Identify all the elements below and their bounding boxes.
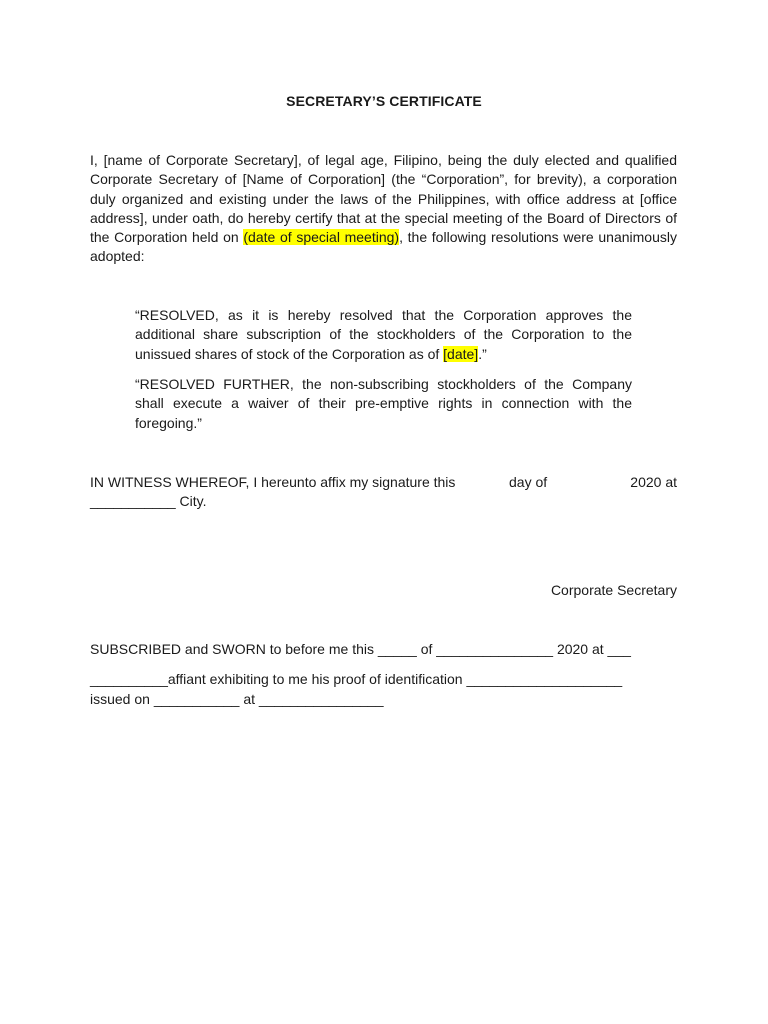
resolution-1 (135, 306, 632, 364)
jurat-line-3: issued on ___________ at ________________ (90, 691, 384, 707)
witness-year: 2020 at (630, 474, 677, 490)
jurat-line-2: __________affiant exhibiting to me his proof of identification ____________________ (90, 671, 623, 687)
intro-text-end: , the following resolutions were unanimously adopted: (90, 229, 677, 265)
meeting-date-placeholder: (date of special meeting) (243, 229, 400, 246)
intro-text-start: I, [name of Corporate Secretary], of legal age, Filipino, being the duly elected and qualified Corporate Secretary of [Name of Corporation] (the “Corporation”, for brevity), a corporation duly organized and existing under the laws of the Philippines, with office address at [office address], under oath, do hereby certify that at the special meeting of the Board of Directors of the Corporation held on (90, 152, 677, 246)
witness-clause (90, 473, 677, 568)
witness-text: IN WITNESS WHEREOF, I hereunto affix my signature this (90, 474, 456, 490)
document-title: SECRETARY’S CERTIFICATE (286, 93, 482, 109)
resolution-2: “RESOLVED FURTHER, the non-subscribing stockholders of the Company shall execute a waiver of their pre-emptive rights in connection with the foregoing.” (135, 376, 632, 431)
resolution-1-end: .” (478, 345, 487, 362)
jurat-line-1: SUBSCRIBED and SWORN to before me this _____ of _______________ 2020 at ___ (90, 641, 631, 657)
witness-city: ___________ City. (90, 493, 207, 509)
resolution-date-placeholder: [date] (443, 345, 479, 362)
intro-paragraph (90, 151, 677, 267)
resolution-1-text: “RESOLVED, as it is hereby resolved that the Corporation approves the additional share subscription of the stockholders of the Corporation to the unissued shares of stock of the Corporation as of (135, 307, 632, 362)
signatory-title: Corporate Secretary (550, 582, 677, 598)
witness-day: day of (509, 474, 548, 490)
